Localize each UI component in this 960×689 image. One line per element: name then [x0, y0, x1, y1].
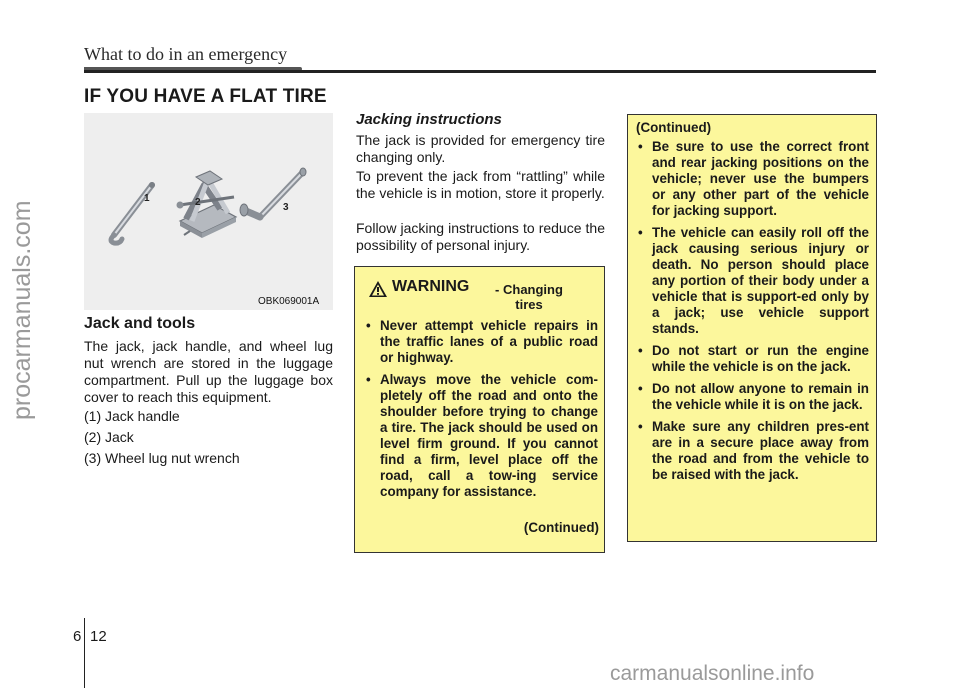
jack-handle-icon [111, 182, 155, 243]
jacking-paragraph-3: Follow jacking instructions to reduce the possibility of personal injury. [356, 220, 605, 253]
page-number-divider [84, 618, 85, 688]
jack-tools-heading: Jack and tools [84, 315, 196, 332]
continued-bullet-1: • Be sure to use the correct front and rear jacking positions on the vehicle; never use the bumpers or any other part of the vehicle for jacking support. [638, 139, 869, 218]
jack-tools-illustration [84, 113, 333, 310]
warning-bullet-2: • Always move the vehicle com-pletely off the road and onto the shoulder before trying to change a tire. The jack should be used on level firm ground. If you cannot find a firm, level place off the road, call a tow-ing service company for assistance. [366, 372, 598, 499]
continued-bullet-5: • Make sure any children pres-ent are in a secure place away from the road and from the vehicle to be raised with the jack. [638, 419, 869, 482]
header-rule [84, 70, 876, 73]
continued-label: (Continued) [636, 120, 712, 135]
warning-continued: (Continued) [523, 520, 599, 535]
tool-item-jack: (2) Jack [84, 429, 134, 445]
continued-list [634, 139, 869, 489]
section-header: What to do in an emergency [84, 44, 288, 64]
page-title: IF YOU HAVE A FLAT TIRE [84, 86, 327, 107]
jack-tools-drawing [84, 113, 333, 310]
warning-bullet-1: • Never attempt vehicle repairs in the traffic lanes of a public road or highway. [366, 318, 598, 365]
figure-code: OBK069001A [258, 296, 320, 307]
page-section-number: 6 [73, 628, 82, 645]
warning-word: WARNING [392, 278, 470, 295]
jack-icon [177, 171, 237, 238]
footer-watermark: carmanualsonline.info [610, 662, 815, 685]
page-number: 12 [90, 628, 107, 645]
jacking-paragraph-2: To prevent the jack from “rattling” while the vehicle is in motion, store it properly. [356, 168, 605, 201]
warning-list [362, 318, 598, 506]
tool-item-jack-handle: (1) Jack handle [84, 408, 180, 424]
warning-triangle-icon [368, 280, 388, 298]
continued-bullet-3: • Do not start or run the engine while the vehicle is on the jack. [638, 343, 869, 374]
tool-item-lug-wrench: (3) Wheel lug nut wrench [84, 450, 240, 466]
callout-3: 3 [283, 202, 289, 213]
lug-wrench-icon [240, 168, 306, 217]
jacking-heading: Jacking instructions [356, 111, 502, 128]
jacking-paragraph-1: The jack is provided for emergency tire changing only. [356, 132, 605, 165]
callout-2: 2 [195, 197, 201, 208]
warning-topic: - Changing tires [495, 282, 563, 312]
continued-bullet-2: • The vehicle can easily roll off the jack causing serious injury or death. No person should place any portion of their body under a vehicle that is support-ed only by a jack; use vehicle support stands. [638, 225, 869, 336]
continued-bullet-4: • Do not allow anyone to remain in the vehicle while it is on the jack. [638, 381, 869, 412]
jack-tools-description: The jack, jack handle, and wheel lug nut wrench are stored in the luggage compartment. Pull up the luggage box cover to reach this equipment. [84, 338, 333, 405]
side-watermark: procarmanuals.com [8, 200, 36, 420]
callout-1: 1 [144, 193, 150, 204]
